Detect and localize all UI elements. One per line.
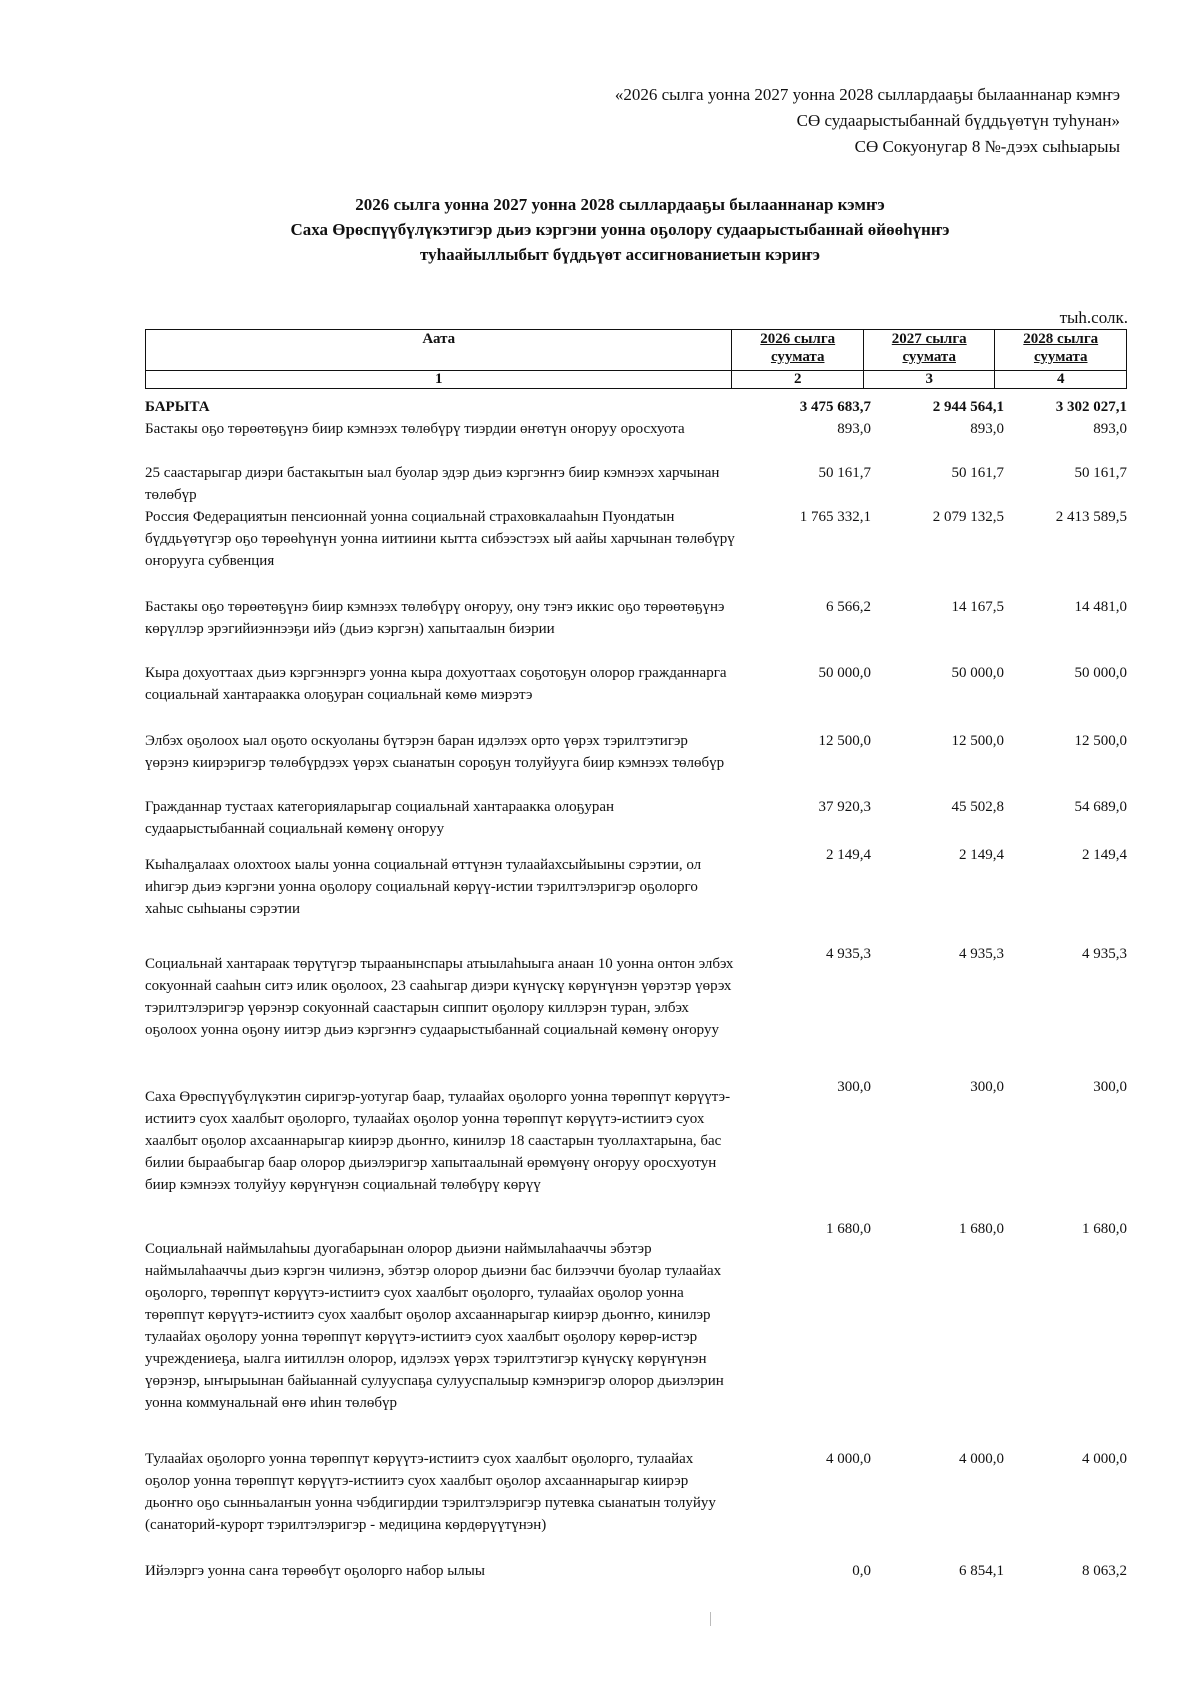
row-name: Кыһалҕалаах олохтоох ыалы уонна социальнай өттүнэн тулаайахсыйыыны сэрэтии, ол иһигэр дьиэ кэргэни уонна оҕолору социальнай көрүү-истии тэрилтэлэригэр оҕолорго хаһыс сыһыаны сэрэтии (145, 857, 702, 917)
row-value-2026: 1 680,0 (826, 1221, 871, 1237)
row-value-2026: 4 935,3 (826, 946, 871, 962)
appendix-header (615, 82, 1120, 160)
row-value-2026: 0,0 (852, 1563, 871, 1579)
column-number-2: 2 (732, 371, 864, 389)
row-name: Социальнай наймылаһыы дуогабарынан олорор дьиэни наймылаһааччы эбэтэр наймылаһааччы дьиэ кэргэн чилиэнэ, эбэтэр олорор дьиэни бас билээччи буолар тулаайах оҕолорго, төрөппүт көрүүтэ-истиитэ суох хаалбыт оҕолорго, тулаайах оҕолор уонна төрөппүт көрүүтэ-истиитэ суох хаалбыт оҕолор ахсааннарыгар киирэр дьоҥҥо, кинилэр тулаайах оҕолору уонна төрөппүт көрүүтэ-истиитэ суох хаалбыт оҕолору көрөр-истэр учреждениеҕа, ыалга иитиллэн олорор, идэлээх үөрэх тэрилтэтигэр күнүскү көрүҥүнэн үөрэнэр, ыҥырыынан байыаннай сулууспаҕа сулууспалыыр кэмнэригэр олорор дьиэлэрин уонна коммунальнай өҥө иһин төлөбүр (145, 1241, 724, 1411)
row-value-2027: 300,0 (970, 1079, 1004, 1095)
row-value-2027: 45 502,8 (951, 799, 1004, 815)
column-header-2028: 2028 сылга суумата (995, 330, 1127, 371)
row-value-2026: 37 920,3 (818, 799, 871, 815)
header-line-1: «2026 сылга уонна 2027 уонна 2028 сыллардааҕы былааннанар кэмҥэ (614, 85, 1120, 104)
row-name: Саха Өрөспүүбүлүкэтин сиригэр-уотугар баар, тулаайах оҕолорго уонна төрөппүт көрүүтэ-истиитэ суох хаалбыт оҕолорго, тулаайах оҕолор уонна төрөппүт көрүүтэ-истиитэ суох хаалбыт оҕолор ахсааннарыгар киирэр дьоҥҥо, кинилэр 18 саастарын туоллахтарына, бас билии быраабыгар баар олорор дьиэлэригэр хапытаалынай өрөмүөнү оҥоруу оросхуотун биир кэмнээх толуйуу көрүҥүнэн социальнай төлөбүрү көрүү (145, 1089, 731, 1193)
title-line-2: Саха Өрөспүүбүлүкэтигэр дьиэ кэргэни уонна оҕолору судаарыстыбаннай өйөөһүнҥэ (290, 220, 950, 239)
row-name: 25 саастарыгар диэри бастакытын ыал буолар эдэр дьиэ кэргэҥҥэ биир кэмнээх харчынан төлөбүр (145, 465, 720, 503)
row-value-2028: 50 000,0 (1074, 665, 1127, 681)
row-value-2028: 893,0 (1093, 421, 1127, 437)
title-line-1: 2026 сылга уонна 2027 уонна 2028 сыллардааҕы былааннанар кэмҥэ (355, 195, 885, 214)
unit-label: тыһ.солк. (1059, 308, 1128, 327)
row-value-2028: 3 302 027,1 (1055, 399, 1127, 415)
row-value-2027: 893,0 (970, 421, 1004, 437)
row-value-2027: 1 680,0 (959, 1221, 1004, 1237)
row-value-2026: 12 500,0 (818, 733, 871, 749)
row-value-2027: 2 149,4 (959, 847, 1004, 863)
row-value-2028: 12 500,0 (1074, 733, 1127, 749)
header-line-3: СӨ Сокуонугар 8 №-дээх сыһыарыы (854, 137, 1120, 156)
row-value-2027: 2 079 132,5 (932, 509, 1004, 525)
row-value-2026: 1 765 332,1 (799, 509, 871, 525)
row-value-2028: 2 149,4 (1082, 847, 1127, 863)
row-value-2026: 893,0 (837, 421, 871, 437)
row-name: Гражданнар тустаах категорияларыгар социальнай хантарааккa олоҕуран судаарыстыбаннай социальнай көмөнү оҥоруу (145, 799, 615, 837)
row-name: Россия Федерациятын пенсионнай уонна социальнай страховкалааһын Пуондатын бүддьүөтүгэр оҕо төрөөһүнүн уонна иитиини кытта сибээстээх ый аайы харчынан төлөбүрү оҥорууга субвенция (145, 509, 735, 569)
row-value-2026: 6 566,2 (826, 599, 871, 615)
document-title (150, 192, 1090, 267)
row-name: Бастакы оҕо төрөөтөҕүнэ биир кэмнээх төлөбүрү оҥоруу, ону тэҥэ иккис оҕо төрөөтөҕүнэ көрүллэр эрэгийиэннээҕи ийэ (дьиэ кэргэн) хапытаалын биэрии (145, 599, 725, 637)
row-value-2027: 4 000,0 (959, 1451, 1004, 1467)
row-value-2027: 50 000,0 (951, 665, 1004, 681)
row-value-2028: 2 413 589,5 (1055, 509, 1127, 525)
row-value-2026: 50 000,0 (818, 665, 871, 681)
row-value-2028: 14 481,0 (1074, 599, 1127, 615)
table-header (145, 329, 1127, 389)
row-value-2028: 8 063,2 (1082, 1563, 1127, 1579)
row-name: Бастакы оҕо төрөөтөҕүнэ биир кэмнээх төлөбүрү тиэрдии өҥөтүн оҥоруу оросхуота (145, 421, 685, 437)
row-value-2026: 3 475 683,7 (799, 399, 871, 415)
column-number-3: 3 (863, 371, 995, 389)
row-value-2026: 50 161,7 (818, 465, 871, 481)
row-value-2028: 300,0 (1093, 1079, 1127, 1095)
row-value-2028: 50 161,7 (1074, 465, 1127, 481)
row-value-2028: 4 935,3 (1082, 946, 1127, 962)
column-header-name: Аата (146, 330, 732, 371)
row-value-2027: 50 161,7 (951, 465, 1004, 481)
row-value-2026: 2 149,4 (826, 847, 871, 863)
column-number-1: 1 (146, 371, 732, 389)
row-value-2027: 4 935,3 (959, 946, 1004, 962)
row-value-2027: 2 944 564,1 (932, 399, 1004, 415)
row-value-2027: 6 854,1 (959, 1563, 1004, 1579)
row-name: Элбэх оҕолоох ыал оҕото оскуоланы бүтэрэн баран идэлээх орто үөрэх тэрилтэтигэр үөрэнэ киирэригэр төлөбүрдээх үөрэх сыанатын сороҕун толуйууга биир кэмнээх төлөбүр (145, 733, 725, 771)
row-value-2026: 4 000,0 (826, 1451, 871, 1467)
scan-mark (710, 1612, 711, 1626)
row-value-2027: 12 500,0 (951, 733, 1004, 749)
header-line-2: СӨ судаарыстыбаннай бүддьүөтүн туһунан» (796, 111, 1120, 130)
row-value-2027: 14 167,5 (951, 599, 1004, 615)
row-name: БАРЫТА (145, 399, 210, 415)
row-value-2028: 1 680,0 (1082, 1221, 1127, 1237)
row-name: Ийэлэргэ уонна саҥа төрөөбүт оҕолорго набор ылыы (145, 1563, 485, 1579)
row-name: Социальнай хантараак төрүтүгэр тыраанынспары атыылаһыыга анаан 10 уонна онтон элбэх сокуоннай сааһын ситэ илик оҕолоох, 23 сааһыгар диэри күнүскү көрүҥүнэн үөрэтэр үөрэх тэрилтэлэригэр үөрэнэр сокуоннай саастарын сиппит оҕолору киллэрэн туран, элбэх оҕолоох уонна оҕону иитэр дьиэ кэргэҥҥэ судаарыстыбаннай социальнай көмөнү оҥоруу (145, 956, 734, 1038)
row-value-2028: 4 000,0 (1082, 1451, 1127, 1467)
row-name: Кыра дохуоттаах дьиэ кэргэннэргэ уонна кыра дохуоттаах соҕотоҕун олорор гражданнарга социальнай хантарааккa олоҕуран социальнай көмө миэрэтэ (145, 665, 727, 703)
row-value-2026: 300,0 (837, 1079, 871, 1095)
row-value-2028: 54 689,0 (1074, 799, 1127, 815)
title-line-3: туһаайыллыбыт бүддьүөт ассигнованиетын кэриҥэ (420, 245, 820, 264)
column-number-4: 4 (995, 371, 1127, 389)
row-name: Тулаайах оҕолорго уонна төрөппүт көрүүтэ-истиитэ суох хаалбыт оҕолорго, тулаайах оҕолор уонна төрөппүт көрүүтэ-истиитэ суох хаалбыт оҕолор ахсааннарыгар киирэр дьоҥҥо оҕо сынньалаҥын уонна чэбдигирдии тэрилтэлэригэр путевка сыанатын толуйуу (санаторий-курорт тэрилтэлэригэр - медицина көрдөрүүтүнэн) (145, 1451, 716, 1533)
column-header-2026: 2026 сылга суумата (732, 330, 864, 371)
column-header-2027: 2027 сылга суумата (863, 330, 995, 371)
